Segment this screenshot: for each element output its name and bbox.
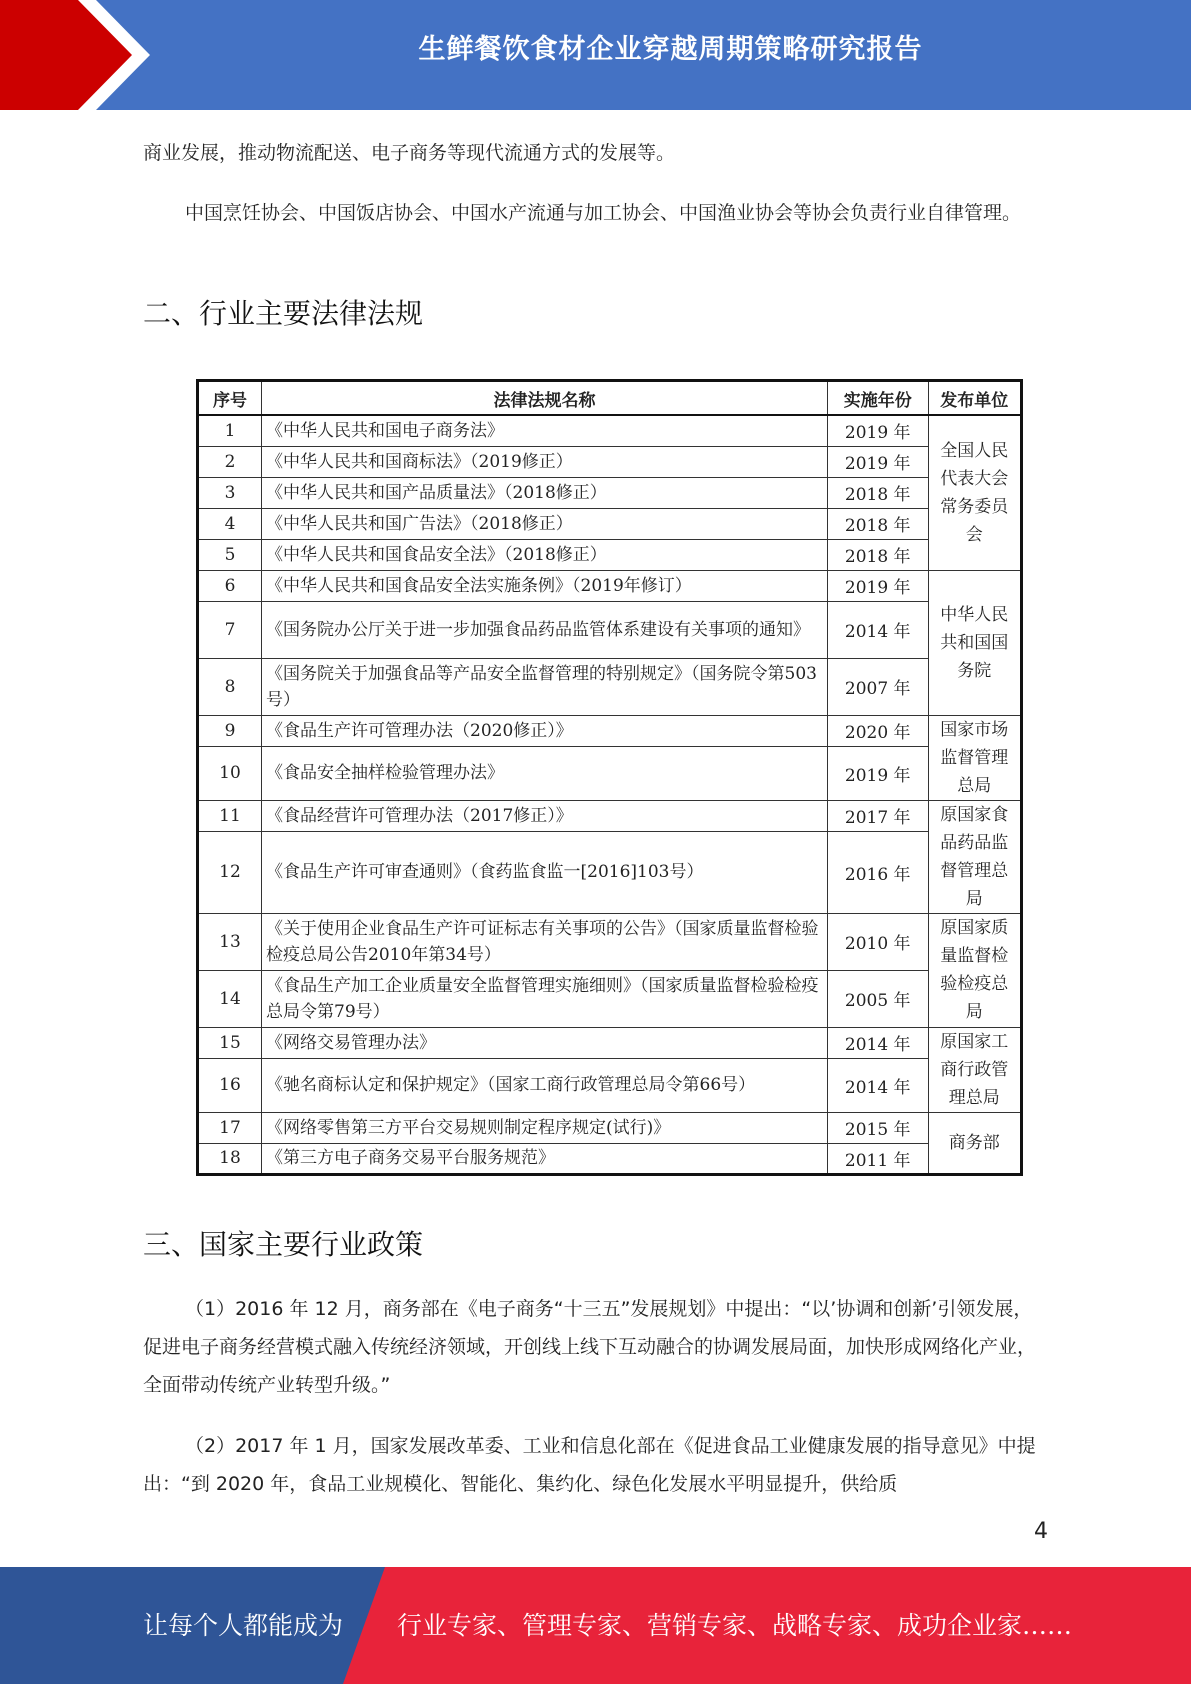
row-year: 2007 年 [827,658,928,715]
row-year: 2011 年 [827,1143,928,1174]
row-num: 7 [198,601,262,658]
row-num: 13 [198,913,262,970]
row-law-name: 《国务院办公厅关于进一步加强食品药品监管体系建设有关事项的通知》 [262,601,828,658]
row-law-name: 《国务院关于加强食品等产品安全监督管理的特别规定》（国务院令第503号） [262,658,828,715]
table-row [198,1112,1022,1143]
row-law-name: 《中华人民共和国商标法》（2019修正） [262,446,828,477]
row-year: 2015 年 [827,1112,928,1143]
header-name: 法律法规名称 [262,381,828,416]
issuer-samr: 国家市场监督管理总局 [928,715,1022,800]
section-heading-policies: 三、国家主要行业政策 [143,1228,424,1261]
row-num: 15 [198,1027,262,1058]
row-num: 18 [198,1143,262,1174]
issuer-mofcom: 商务部 [928,1112,1022,1174]
paragraph-associations: 中国烹饪协会、中国饭店协会、中国水产流通与加工协会、中国渔业协会等协会负责行业自律管理。 [185,202,1022,224]
header-num: 序号 [198,381,262,416]
row-year: 2014 年 [827,1027,928,1058]
row-year: 2019 年 [827,415,928,446]
row-law-name: 《网络零售第三方平台交易规则制定程序规定(试行)》 [262,1112,828,1143]
report-title: 生鲜餐饮食材企业穿越周期策略研究报告 [418,34,923,65]
row-law-name: 《网络交易管理办法》 [262,1027,828,1058]
table-row [198,508,1022,539]
page-number: 4 [1034,1519,1048,1544]
row-law-name: 《第三方电子商务交易平台服务规范》 [262,1143,828,1174]
row-year: 2005 年 [827,970,928,1027]
row-law-name: 《中华人民共和国电子商务法》 [262,415,828,446]
row-law-name: 《食品生产加工企业质量安全监督管理实施细则》（国家质量监督检验检疫总局令第79号） [262,970,828,1027]
row-law-name: 《中华人民共和国食品安全法》（2018修正） [262,539,828,570]
row-year: 2018 年 [827,508,928,539]
table-row [198,913,1022,970]
table-row [198,1058,1022,1112]
row-year: 2018 年 [827,477,928,508]
row-year: 2014 年 [827,1058,928,1112]
row-law-name: 《关于使用企业食品生产许可证标志有关事项的公告》（国家质量监督检验检疫总局公告2010年第34号） [262,913,828,970]
row-num: 3 [198,477,262,508]
laws-table [196,379,1023,1176]
row-law-name: 《中华人民共和国食品安全法实施条例》（2019年修订） [262,570,828,601]
row-year: 2019 年 [827,746,928,800]
table-row [198,1027,1022,1058]
table-row [198,415,1022,446]
table-row [198,800,1022,831]
issuer-aqsiq: 原国家质量监督检验检疫总局 [928,913,1022,1027]
header-issuer: 发布单位 [928,381,1022,416]
paragraph-policy-2: （2）2017 年 1 月，国家发展改革委、工业和信息化部在《促进食品工业健康发展的指导意见》中提出：“到 2020 年，食品工业规模化、智能化、集约化、绿色化发展水平明显提升，供给质 [143,1435,1036,1495]
row-num: 9 [198,715,262,746]
issuer-saic: 原国家工商行政管理总局 [928,1027,1022,1112]
row-year: 2019 年 [827,446,928,477]
issuer-cfda: 原国家食品药品监督管理总局 [928,800,1022,913]
table-row [198,477,1022,508]
row-num: 4 [198,508,262,539]
row-num: 8 [198,658,262,715]
table-row [198,1143,1022,1174]
row-year: 2016 年 [827,831,928,913]
issuer-state-council: 中华人民共和国国务院 [928,570,1022,715]
row-num: 12 [198,831,262,913]
row-year: 2010 年 [827,913,928,970]
row-num: 16 [198,1058,262,1112]
table-row [198,970,1022,1027]
row-num: 11 [198,800,262,831]
paragraph-intro: 商业发展，推动物流配送、电子商务等现代流通方式的发展等。 [143,142,676,164]
table-row [198,446,1022,477]
row-num: 17 [198,1112,262,1143]
row-num: 2 [198,446,262,477]
row-num: 1 [198,415,262,446]
row-law-name: 《食品安全抽样检验管理办法》 [262,746,828,800]
row-year: 2017 年 [827,800,928,831]
issuer-npc: 全国人民代表大会常务委员会 [928,415,1022,570]
footer-slogan-right: 行业专家、管理专家、营销专家、战略专家、成功企业家…… [397,1611,1073,1640]
paragraph-policy-1: （1）2016 年 12 月，商务部在《电子商务“十三五”发展规划》中提出：“以’协调和创新’引领发展，促进电子商务经营模式融入传统经济领域，开创线上线下互动融合的协调发展局面，加快形成网络化产业，全面带动传统产业转型升级。” [143,1298,1037,1396]
table-row [198,831,1022,913]
row-law-name: 《驰名商标认定和保护规定》（国家工商行政管理总局令第66号） [262,1058,828,1112]
report-header [0,0,1191,110]
table-row [198,746,1022,800]
row-num: 14 [198,970,262,1027]
row-num: 6 [198,570,262,601]
table-row [198,658,1022,715]
row-num: 5 [198,539,262,570]
row-law-name: 《食品经营许可管理办法（2017修正）》 [262,800,828,831]
header-year: 实施年份 [827,381,928,416]
report-footer [0,1567,1191,1684]
table-row [198,539,1022,570]
row-year: 2019 年 [827,570,928,601]
row-num: 10 [198,746,262,800]
section-heading-laws: 二、行业主要法律法规 [143,297,424,330]
table-row [198,715,1022,746]
row-law-name: 《中华人民共和国产品质量法》（2018修正） [262,477,828,508]
row-law-name: 《食品生产许可审查通则》（食药监食监一[2016]103号） [262,831,828,913]
row-year: 2014 年 [827,601,928,658]
footer-slogan-left: 让每个人都能成为 [143,1611,344,1640]
row-year: 2018 年 [827,539,928,570]
row-law-name: 《食品生产许可管理办法（2020修正）》 [262,715,828,746]
table-header-row [198,381,1022,416]
table-row [198,601,1022,658]
table-row [198,570,1022,601]
row-law-name: 《中华人民共和国广告法》（2018修正） [262,508,828,539]
row-year: 2020 年 [827,715,928,746]
